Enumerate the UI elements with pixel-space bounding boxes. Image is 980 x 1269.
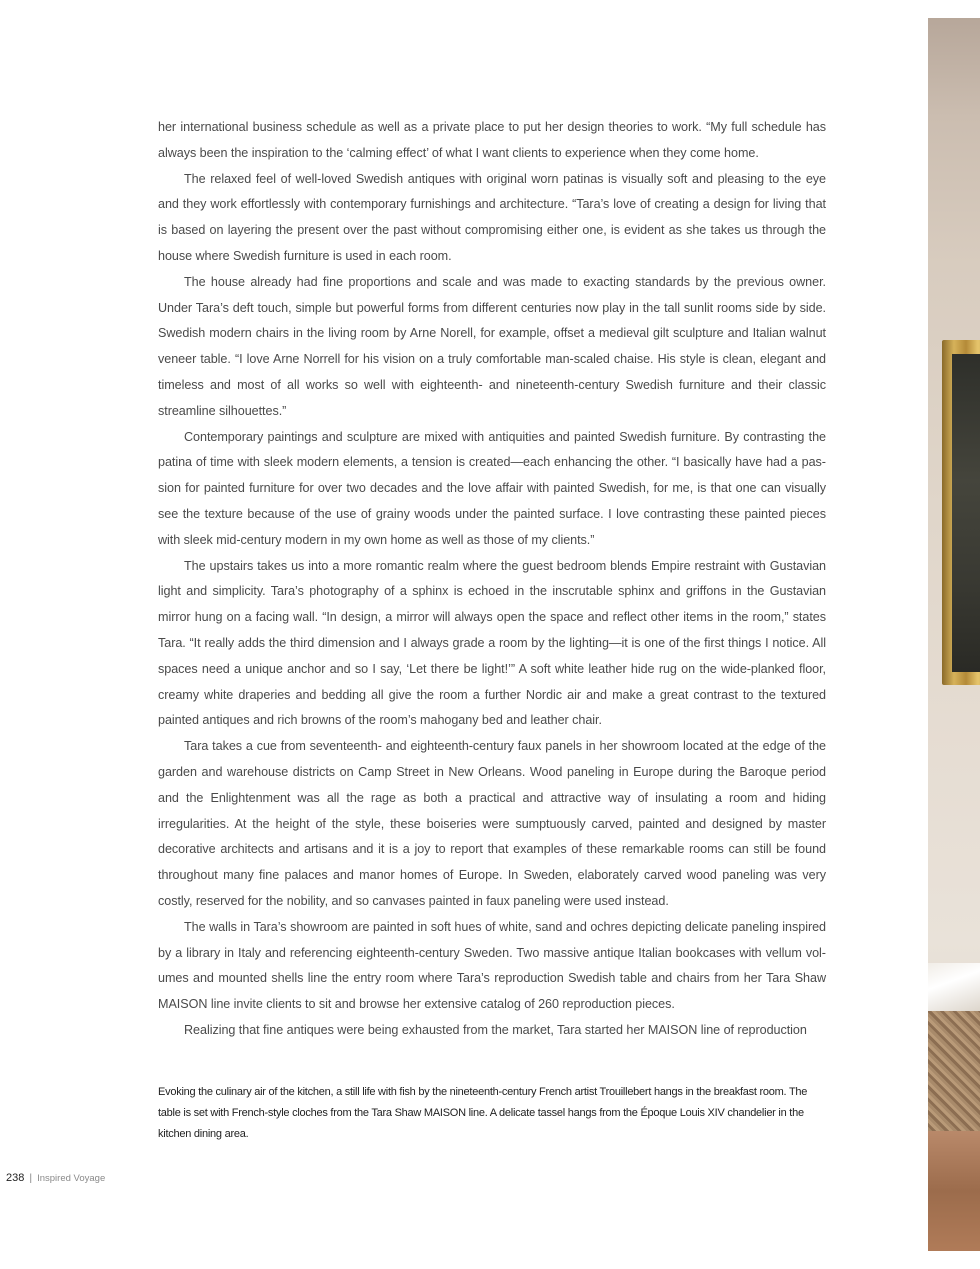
paragraph-3: The house already had fine proportions and scale and was made to exacting standards by the previous owner. Under Tara’s deft touch, simple but powerful forms from different centuries now play in the tall sunlit rooms side by side. Swedish modern chairs in the living room by Arne Norell, for example, offset a medieval gilt sculpture and Italian walnut veneer table. “I love Arne Norrell for his vision on a truly comfortable man-scaled chaise. His style is clean, elegant and timeless and most of all works so well with eighteenth- and nineteenth-century Swedish furniture and their classic streamline silhouettes.” bbox=[158, 274, 826, 418]
folio-separator: | bbox=[29, 1172, 33, 1184]
paragraph-4: Contemporary paintings and sculpture are mixed with antiquities and painted Swedish furniture. By contrasting the patina of time with sleek modern elements, a tension is created—each enhancing the other. “I basically have had a passion for painted furniture for over two decades and the love affair with painted Swedish, for me, is that one can visually see the texture because of the use of grainy woods under the painted surface. I love contrasting these painted pieces with sleek mid-century modern in my own home as well as those of my clients.” bbox=[158, 429, 826, 547]
woven-rug bbox=[928, 1011, 980, 1131]
facing-page-photo bbox=[928, 18, 980, 1251]
terracotta-floor bbox=[928, 1131, 980, 1251]
page-number: 238 bbox=[6, 1172, 25, 1184]
painting-canvas bbox=[952, 354, 980, 672]
paragraph-1: her international business schedule as well as a private place to put her design theories to work. “My full schedule has always been the inspiration to the ‘calming effect’ of what I want clients to experience when they come home. bbox=[158, 120, 826, 160]
body-text bbox=[158, 115, 826, 1044]
baseboard-molding bbox=[928, 963, 980, 1011]
paragraph-7: The walls in Tara’s showroom are painted in soft hues of white, sand and ochres depicting delicate paneling inspired by a library in Italy and referencing eighteenth-century Sweden. Two massive antique Italian bookcases with vellum volumes and mounted shells line the entry room where Tara’s reproduction Swedish table and chairs from her Tara Shaw MAISON line invite clients to sit and browse her extensive catalog of 260 reproduction pieces. bbox=[158, 919, 826, 1012]
paragraph-5: The upstairs takes us into a more romantic realm where the guest bedroom blends Empire restraint with Gustavian light and simplicity. Tara’s photography of a sphinx is echoed in the inscrutable sphinx and griffons in the Gustavian mirror hung on a facing wall. “In design, a mirror will always open the space and reflect other items in the room,” states Tara. “It really adds the third dimension and I always grade a room by the lighting—it is one of the first things I notice. All spaces need a unique anchor and so I say, ‘Let there be light!’” A soft white leather hide rug on the wide-planked floor, creamy white draperies and bedding all give the room a further Nordic air and make a great contrast to the textured painted antiques and rich browns of the room’s mahogany bed and leather chair. bbox=[158, 558, 826, 728]
paragraph-2: The relaxed feel of well-loved Swedish antiques with original worn patinas is visually soft and pleasing to the eye and they work effortlessly with contemporary furnishings and architecture. “Tara’s love of creating a design for living that is based on layering the present over the past without compromising either one, is evident as she takes us through the house where Swedish furniture is used in each room. bbox=[158, 171, 826, 263]
paragraph-8: Realizing that fine antiques were being exhausted from the market, Tara started her MAISON line of reproduction bbox=[184, 1022, 807, 1037]
page-folio bbox=[6, 1172, 105, 1184]
paragraph-6: Tara takes a cue from seventeenth- and eighteenth-century faux panels in her showroom located at the edge of the garden and warehouse districts on Camp Street in New Orleans. Wood paneling in Europe during the Baroque period and the Enlightenment was all the rage as both a practical and attractive way of insulating a room and hiding irregularities. At the height of the style, these boiseries were sumptuously carved, painted and designed by master decorative architects and artisans and it is a joy to report that examples of these remarkable rooms can still be found throughout many fine palaces and manor homes of Europe. In Sweden, elaborately carved wood paneling was very costly, reserved for the nobility, and so canvases painted in faux paneling were used instead. bbox=[158, 739, 826, 908]
section-title: Inspired Voyage bbox=[37, 1173, 106, 1184]
photo-caption: Evoking the culinary air of the kitchen, a still life with fish by the nineteenth-century French artist Trouillebert hangs in the breakfast room. The table is set with French-style cloches from the Tara Shaw MAISON line. A delicate tassel hangs from the Époque Louis XIV chandelier in the kitchen dining area. bbox=[158, 1086, 808, 1140]
